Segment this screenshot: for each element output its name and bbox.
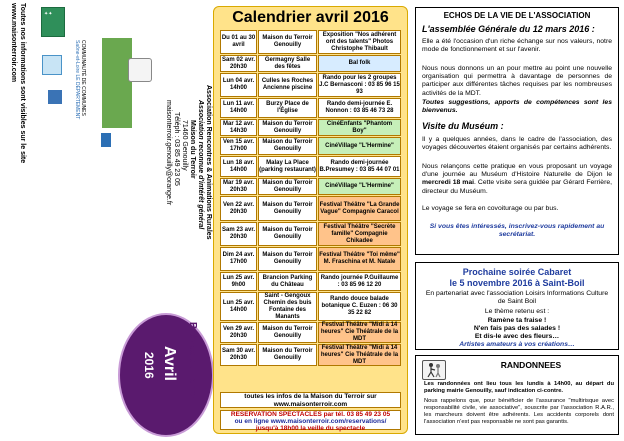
calendar-date: Lun 25 avr. 14h00 [220, 292, 257, 321]
calendar-date: Ven 22 avr. 20h30 [220, 196, 257, 221]
calendar-place: Maison du Terroir Genouilly [258, 137, 317, 155]
calendar-date: Sam 30 avr. 20h30 [220, 344, 257, 366]
reservation-phone: RESERVATION SPECTACLES par tél. 03 85 49 23 05 [230, 411, 391, 418]
calendar-event: CinéVillage "L'Hermine" [318, 178, 401, 195]
calendar-event: Festival Théâtre "La Grande Vague" Compagnie Caracol [318, 196, 401, 221]
calendar-event: CinéEnfants "Phantom Boy" [318, 119, 401, 136]
calendar-place: Maison du Terroir Genouilly [258, 344, 317, 366]
calendar-date: Lun 04 avr. 14h00 [220, 73, 257, 97]
hiker-icon [422, 360, 446, 380]
calendar-footer-site [220, 392, 401, 408]
calendar-row [220, 247, 401, 271]
calendar-place: Maison du Terroir Genouilly [258, 222, 317, 246]
calendar-event: Rando douce balade botanique C. Euzen : 06 30 35 22 82 [318, 292, 401, 321]
address-email[interactable]: maisonterroir.genouilly@orange.fr [165, 100, 172, 206]
calendar-date: Lun 25 avr. 9h00 [220, 272, 257, 291]
calendar-place: Burzy Place de l'Église [258, 98, 317, 118]
calendar-date: Lun 18 avr. 14h00 [220, 156, 257, 177]
rando-box [415, 355, 619, 435]
calendar-event: Rando demi-journée E. Nonnon : 03 85 46 73 28 [318, 98, 401, 118]
calendar-event: Exposition "Nos adhérent ont des talents" Photos Christophe Thibault [318, 30, 401, 54]
calendar-row [220, 55, 401, 72]
calendar-row [220, 73, 401, 97]
blue-small-logo [101, 133, 111, 147]
calendar-date: Sam 23 avr. 20h30 [220, 222, 257, 246]
cabaret-partner: En partenariat avec l'association Loisirs Informations Culture de Saint Boil [425, 290, 609, 306]
calendar-row [220, 196, 401, 221]
calendar-place: Saint - Gengoux Chemin des buis Fontaine des Manants [258, 292, 317, 321]
oval-title: Brèves du Terroir [187, 322, 198, 405]
calendar-place: Maison du Terroir Genouilly [258, 30, 317, 54]
calendar-date: Ven 29 avr. 20h30 [220, 322, 257, 343]
calendar-row [220, 272, 401, 291]
calendar-event: Bal folk [318, 55, 401, 72]
ag-emphasis: Toutes suggestions, apports de compétences sont les bienvenus. [422, 99, 612, 115]
rando-schedule: Les randonnées ont lieu tous les lundis à 14h00, au départ du parking mairie Genouilly, sauf indication ci-contre. [424, 381, 614, 394]
calendar-row [220, 156, 401, 177]
website-note: Toutes nos informations sont visibles sur le site [19, 3, 26, 164]
reservation-deadline: jusqu'à 18h00 la veille du spectacle [255, 425, 366, 432]
cabaret-theme-intro: Le thème retenu est : [484, 308, 550, 315]
calendar-row [220, 292, 401, 321]
cabaret-title-1: Prochaine soirée Cabaret [462, 267, 572, 277]
calendar-place: Culles les Roches Ancienne piscine [258, 73, 317, 97]
oval-month: Avril [161, 346, 178, 381]
departement-logo-text: Saône-et-Loire LE DÉPARTEMENT [74, 40, 80, 120]
cabaret-title-2: le 5 novembre 2016 à Saint-Boil [449, 278, 585, 288]
green-banner-logo [102, 38, 132, 128]
calendar-place: Maison du Terroir Genouilly [258, 119, 317, 136]
departement-logo [48, 90, 62, 104]
calendar-place: Maison du Terroir Genouilly [258, 196, 317, 221]
visit-text-1: Il y a quelques années, dans le cadre de l'association, des voyages découvertes étaient organisés par certains adhérents. [422, 136, 612, 152]
visit-emphasis: Si vous êtes intéressés, inscrivez-vous rapidement au secrétariat. [429, 223, 605, 239]
calendar-date: Sam 02 avr. 20h30 [220, 55, 257, 72]
calendar-row [220, 222, 401, 246]
calendar-place: Maison du Terroir Genouilly [258, 322, 317, 343]
calendar-event: Festival Théâtre "Secrète famille" Compagnie Chikadee [318, 222, 401, 246]
visit-title: Visite du Muséum : [422, 121, 504, 131]
calendar-date: Ven 15 avr. 17h00 [220, 137, 257, 155]
calendar-event: Rando pour les 2 groupes J.C Bernasconi : 03 85 96 15 93 [318, 73, 401, 97]
calendar-date: Dim 24 avr. 17h00 [220, 247, 257, 271]
rando-insurance: Nous rappelons que, pour bénéficier de l'assurance "multirisque avec responsabilité civile, vie associative", souscrite par l'association R.A.R., les marcheurs doivent être adhérents. Les accidents corporels dont l'association n'est pas responsable ne sont pas garantis. [424, 398, 614, 425]
calendar-place: Brancion Parking du Château [258, 272, 317, 291]
ag-text-2: Nous nous donnons un an pour mettre au point une nouvelle organisation qui permettra à davantage de personnes de participer aux différentes tâches requises par les nombreuses activités de la MDT. [422, 65, 612, 97]
calendar-row [220, 30, 401, 54]
region-logo: ✦✦ [41, 7, 65, 37]
ag-title: L'assemblée Générale du 12 mars 2016 : [422, 24, 595, 34]
calendar-footer-reservation [220, 410, 401, 430]
calendar-event: Festival Théâtre "Toi même" M. Fraschina et M. Natale [318, 247, 401, 271]
calendar-event: Festival Théâtre "Midi à 14 heures" Cie Théâtrale de la MDT [318, 344, 401, 366]
calendar-event: Festival Théâtre "Midi à 14 heures" Cie Théâtrale de la MDT [318, 322, 401, 343]
address-name: Maison du Terroir [189, 120, 196, 179]
cabaret-call: Artistes amateurs à vos créations… [459, 341, 575, 348]
association-status: Association reconnue d'intérêt général [197, 100, 204, 230]
calendar-event: Rando demi-journée B.Presumey : 03 85 44 07 01 [318, 156, 401, 177]
calendar-row [220, 322, 401, 343]
ag-text-1: Elle a été l'occasion d'un riche échange sur nos valeurs, notre mode de fonctionnement et sur l'avenir. [422, 38, 612, 54]
calendar-place: Maison du Terroir Genouilly [258, 178, 317, 195]
calendar-place: Malay La Place (parking restaurant) [258, 156, 317, 177]
calendar-place: Maison du Terroir Genouilly [258, 247, 317, 271]
address-phone: Téléph : 03 85 49 23 05 [173, 112, 180, 186]
calendar [213, 6, 408, 434]
echos-box [415, 7, 619, 255]
rando-header: RANDONNEES [500, 360, 562, 370]
calendar-row [220, 119, 401, 136]
communaute-logo-text: COMMUNAUTÉ DE COMMUNES [80, 40, 86, 116]
calendar-row [220, 178, 401, 195]
visit-text-3: Le voyage se fera en covoiturage ou par bus. [422, 205, 559, 212]
calendar-date: Mar 12 avr. 14h30 [220, 119, 257, 136]
calendar-event: CinéVillage "L'Hermine" [318, 137, 401, 155]
reservation-link[interactable]: ou en ligne www.maisonterroir.com/reservations/ [234, 418, 387, 425]
calendar-date: Mar 19 avr. 20h30 [220, 178, 257, 195]
calendar-place: Germagny Salle des fêtes [258, 55, 317, 72]
calendar-title: Calendrier avril 2016 [232, 9, 389, 26]
calendar-date: Lun 11 avr. 14h00 [220, 98, 257, 118]
footer-site-text: toutes les infos de la Maison du Terroir sur [244, 393, 377, 400]
cabaret-box [415, 262, 619, 350]
maison-terroir-logo [128, 58, 152, 82]
website-link[interactable]: www.maisonterroir.com [10, 3, 17, 83]
calendar-date: Du 01 au 30 avril [220, 30, 257, 54]
address-city: 71460 Genouilly [181, 120, 188, 171]
footer-site-link[interactable]: www.maisonterroir.com [273, 401, 348, 408]
visit-text-2: Nous relançons cette pratique en vous proposant un voyage d'une journée au Muséum d'Histoire Naturelle de Dijon le mercredi 18 mai. Cette visite sera guidée par Gérard Ferrière, directeur du Muséum. [422, 163, 612, 195]
oval-year: 2016 [142, 352, 156, 379]
association-name: Association Rencontres & Animations Rurales [205, 85, 212, 240]
calendar-row [220, 344, 401, 366]
calendar-row [220, 137, 401, 155]
communaute-communes-logo [42, 55, 62, 75]
calendar-row [220, 98, 401, 118]
echos-header: ECHOS DE LA VIE DE L'ASSOCIATION [443, 11, 591, 20]
cabaret-theme-3: Et dis-le avec des fleurs… [474, 333, 560, 340]
cabaret-theme-1: Ramène ta fraise ! [487, 317, 547, 324]
cabaret-theme-2: N'en fais pas des salades ! [473, 325, 561, 332]
calendar-event: Rando journée P.Guillaume : 03 85 96 12 20 [318, 272, 401, 291]
